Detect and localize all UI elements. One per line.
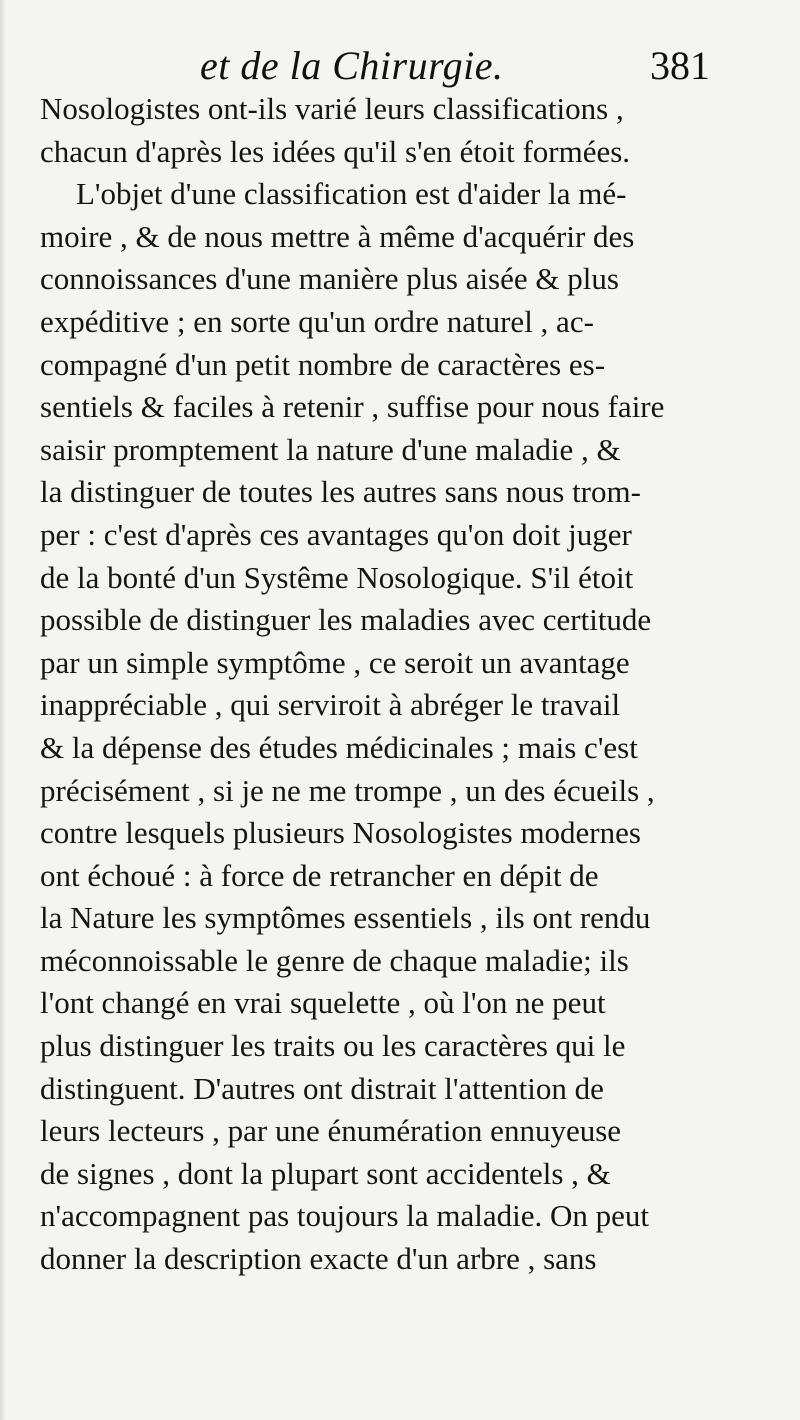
text-line: L'objet d'une classification est d'aider la mé-	[76, 176, 627, 212]
text-line: ont échoué : à force de retrancher en dépit de	[40, 857, 599, 893]
text-line: per : c'est d'après ces avantages qu'on doit juger	[40, 516, 632, 552]
text-line: plus distinguer les traits ou les caractères qui le	[40, 1028, 626, 1064]
text-line: possible de distinguer les maladies avec certitude	[40, 602, 652, 638]
text-line: par un simple symptôme , ce seroit un avantage	[40, 644, 630, 680]
text-line: contre lesquels plusieurs Nosologistes modernes	[40, 815, 641, 851]
text-line: donner la description exacte d'un arbre , sans	[40, 1241, 597, 1277]
text-line: saisir promptement la nature d'une maladie , &	[40, 431, 621, 467]
text-line: précisément , si je ne me trompe , un des écueils ,	[40, 772, 655, 808]
text-line: distinguent. D'autres ont distrait l'attention de	[40, 1070, 604, 1106]
text-line: sentiels & faciles à retenir , suffise pour nous faire	[40, 389, 665, 425]
text-line: n'accompagnent pas toujours la maladie. On peut	[40, 1198, 650, 1234]
scan-edge	[0, 0, 6, 1420]
text-line: de signes , dont la plupart sont accidentels , &	[40, 1155, 611, 1191]
text-line: & la dépense des études médicinales ; mais c'est	[40, 729, 638, 765]
running-head: et de la Chirurgie.	[200, 43, 504, 88]
page-number: 381	[650, 43, 710, 88]
text-line: inappréciable , qui serviroit à abréger le travail	[40, 687, 621, 723]
text-line: méconnoissable le genre de chaque maladie; ils	[40, 942, 629, 978]
text-line: de la bonté d'un Systême Nosologique. S'il étoit	[40, 559, 634, 595]
text-line: la Nature les symptômes essentiels , ils ont rendu	[40, 900, 651, 936]
text-line: la distinguer de toutes les autres sans nous trom-	[40, 474, 641, 510]
body-text	[40, 88, 760, 1281]
text-line: l'ont changé en vrai squelette , où l'on ne peut	[40, 985, 606, 1021]
text-line: compagné d'un petit nombre de caractères es-	[40, 346, 606, 382]
text-line: moire , & de nous mettre à même d'acquérir des	[40, 218, 635, 254]
text-line: chacun d'après les idées qu'il s'en étoit formées.	[40, 133, 631, 169]
text-line: connoissances d'une manière plus aisée & plus	[40, 261, 619, 297]
text-line: Nosologistes ont-ils varié leurs classifications ,	[40, 91, 624, 126]
text-line: expéditive ; en sorte qu'un ordre naturel , ac-	[40, 303, 594, 339]
text-line: leurs lecteurs , par une énumération ennuyeuse	[40, 1113, 622, 1149]
